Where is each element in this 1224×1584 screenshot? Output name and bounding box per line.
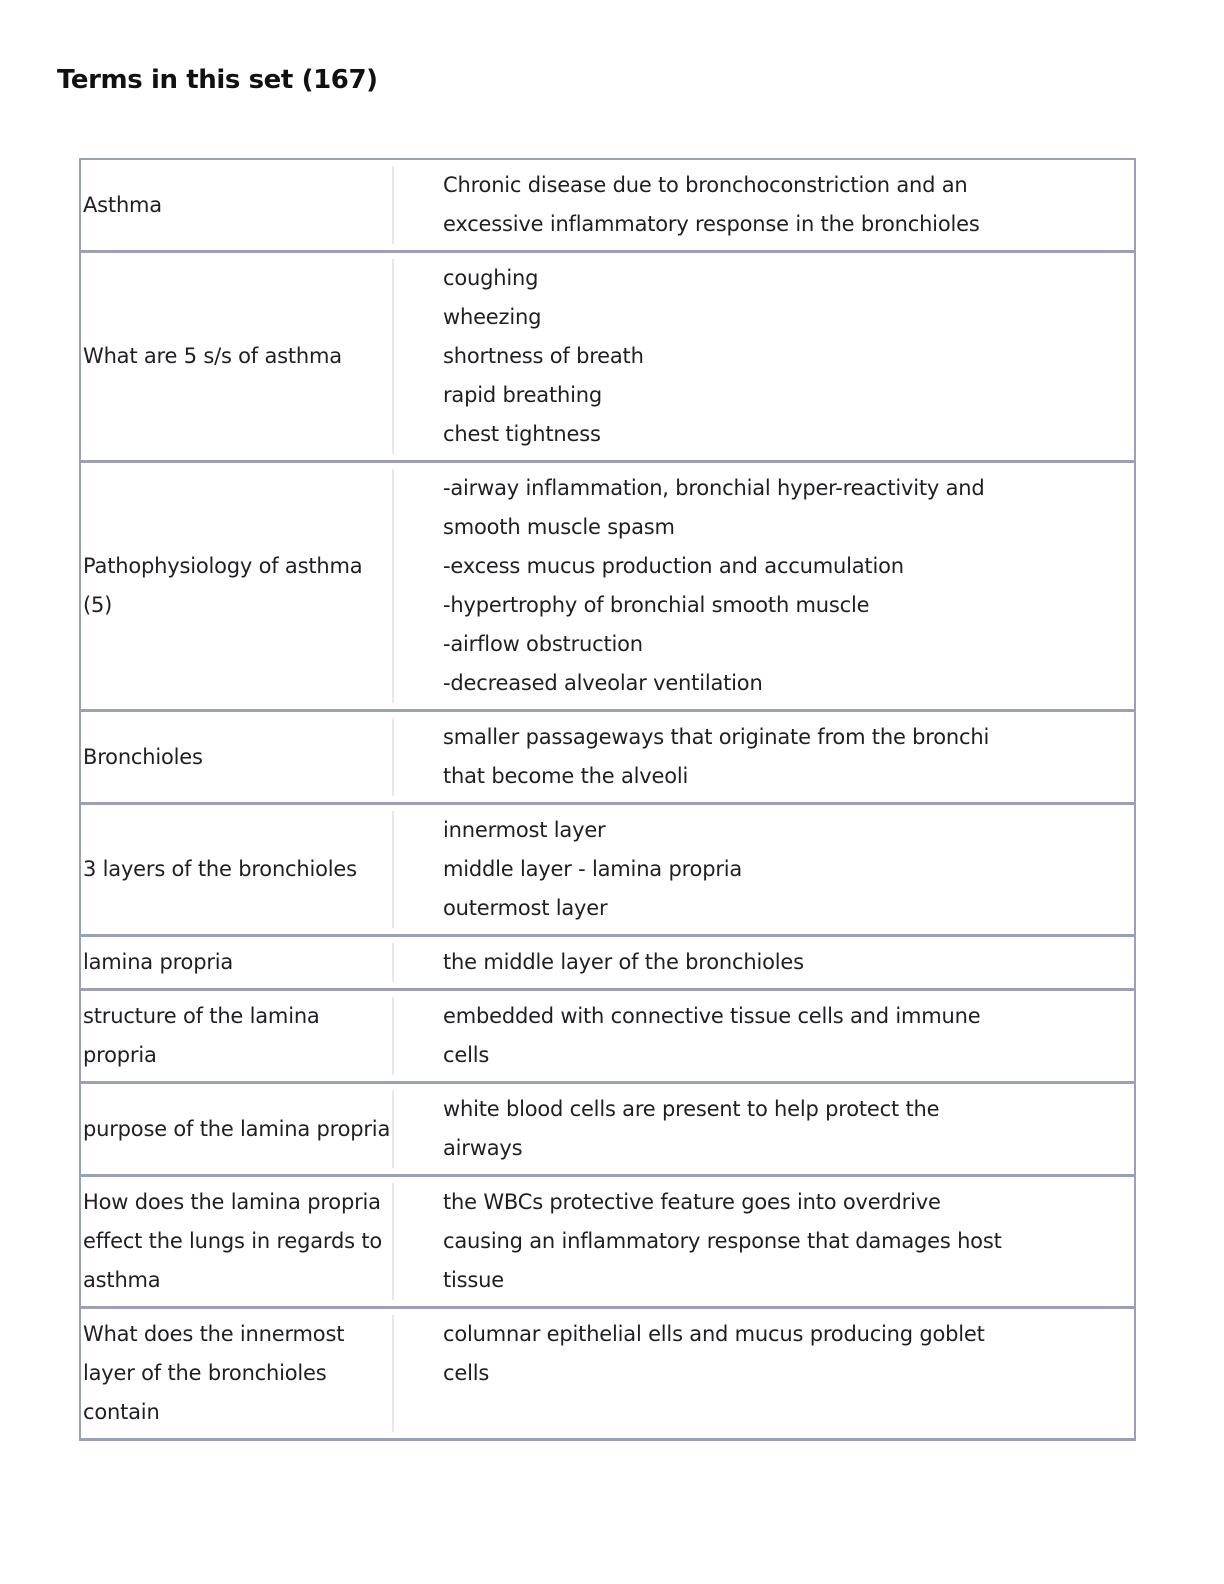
definition-line: white blood cells are present to help protect the bbox=[443, 1097, 940, 1121]
term-text: What are 5 s/s of asthma bbox=[83, 344, 342, 368]
definition-cell bbox=[394, 1090, 1134, 1168]
term-row bbox=[81, 1177, 1134, 1309]
definition-line: causing an inflammatory response that damages host bbox=[443, 1229, 1002, 1253]
term-row bbox=[81, 712, 1134, 805]
definition-line: -airway inflammation, bronchial hyper-reactivity and bbox=[443, 476, 985, 500]
term-text: Bronchioles bbox=[83, 744, 203, 769]
definition-line: airways bbox=[443, 1136, 523, 1160]
term-row bbox=[81, 1309, 1134, 1441]
definition-line: the middle layer of the bronchioles bbox=[443, 950, 804, 974]
term-cell bbox=[81, 1315, 394, 1432]
term-cell bbox=[81, 469, 394, 703]
definition-line: wheezing bbox=[443, 305, 542, 329]
definition-line: coughing bbox=[443, 266, 539, 290]
term-row bbox=[81, 991, 1134, 1084]
term-cell bbox=[81, 166, 394, 244]
definition-cell bbox=[394, 166, 1134, 244]
term-row bbox=[81, 1084, 1134, 1177]
definition-cell bbox=[394, 1183, 1134, 1300]
definition-line: columnar epithelial ells and mucus producing goblet bbox=[443, 1322, 985, 1346]
term-text: Asthma bbox=[83, 192, 162, 217]
term-row bbox=[81, 937, 1134, 991]
definition-cell bbox=[394, 469, 1134, 703]
definition-line: middle layer - lamina propria bbox=[443, 857, 743, 881]
definition-cell bbox=[394, 997, 1134, 1075]
definition-line: excessive inflammatory response in the bronchioles bbox=[443, 212, 980, 236]
term-row bbox=[81, 253, 1134, 463]
definition-line: chest tightness bbox=[443, 422, 601, 446]
term-text: What does the innermost layer of the bronchioles contain bbox=[83, 1322, 345, 1424]
term-cell bbox=[81, 997, 394, 1075]
definition-cell bbox=[394, 811, 1134, 928]
definition-cell bbox=[394, 259, 1134, 454]
definition-cell bbox=[394, 943, 1134, 982]
page-title: Terms in this set (167) bbox=[57, 65, 378, 95]
definition-line: -airflow obstruction bbox=[443, 632, 643, 656]
definition-line: rapid breathing bbox=[443, 383, 602, 407]
term-row bbox=[81, 463, 1134, 712]
term-cell bbox=[81, 943, 394, 982]
definition-line: outermost layer bbox=[443, 896, 608, 920]
definition-line: the WBCs protective feature goes into overdrive bbox=[443, 1190, 941, 1214]
term-text: lamina propria bbox=[83, 950, 234, 974]
definition-line: smooth muscle spasm bbox=[443, 515, 675, 539]
definition-line: Chronic disease due to bronchoconstriction and an bbox=[443, 173, 968, 197]
definition-line: innermost layer bbox=[443, 818, 606, 842]
terms-table bbox=[79, 158, 1136, 1441]
definition-line: that become the alveoli bbox=[443, 764, 689, 788]
term-cell bbox=[81, 1183, 394, 1300]
term-row bbox=[81, 160, 1134, 253]
definition-line: embedded with connective tissue cells and immune bbox=[443, 1004, 981, 1028]
definition-line: cells bbox=[443, 1361, 490, 1385]
term-cell bbox=[81, 718, 394, 796]
term-text: structure of the lamina propria bbox=[83, 1004, 320, 1067]
term-text: 3 layers of the bronchioles bbox=[83, 857, 357, 881]
definition-cell bbox=[394, 718, 1134, 796]
term-text: purpose of the lamina propria bbox=[83, 1116, 391, 1141]
term-cell bbox=[81, 811, 394, 928]
term-text: Pathophysiology of asthma (5) bbox=[83, 554, 363, 617]
definition-line: -hypertrophy of bronchial smooth muscle bbox=[443, 593, 870, 617]
definition-line: -excess mucus production and accumulation bbox=[443, 554, 904, 578]
term-cell bbox=[81, 259, 394, 454]
definition-line: shortness of breath bbox=[443, 344, 644, 368]
definition-cell bbox=[394, 1315, 1134, 1432]
definition-line: cells bbox=[443, 1043, 490, 1067]
term-row bbox=[81, 805, 1134, 937]
term-cell bbox=[81, 1090, 394, 1168]
definition-line: tissue bbox=[443, 1268, 504, 1292]
definition-line: -decreased alveolar ventilation bbox=[443, 671, 763, 695]
term-text: How does the lamina propria effect the lungs in regards to asthma bbox=[83, 1190, 383, 1292]
definition-line: smaller passageways that originate from the bronchi bbox=[443, 725, 990, 749]
